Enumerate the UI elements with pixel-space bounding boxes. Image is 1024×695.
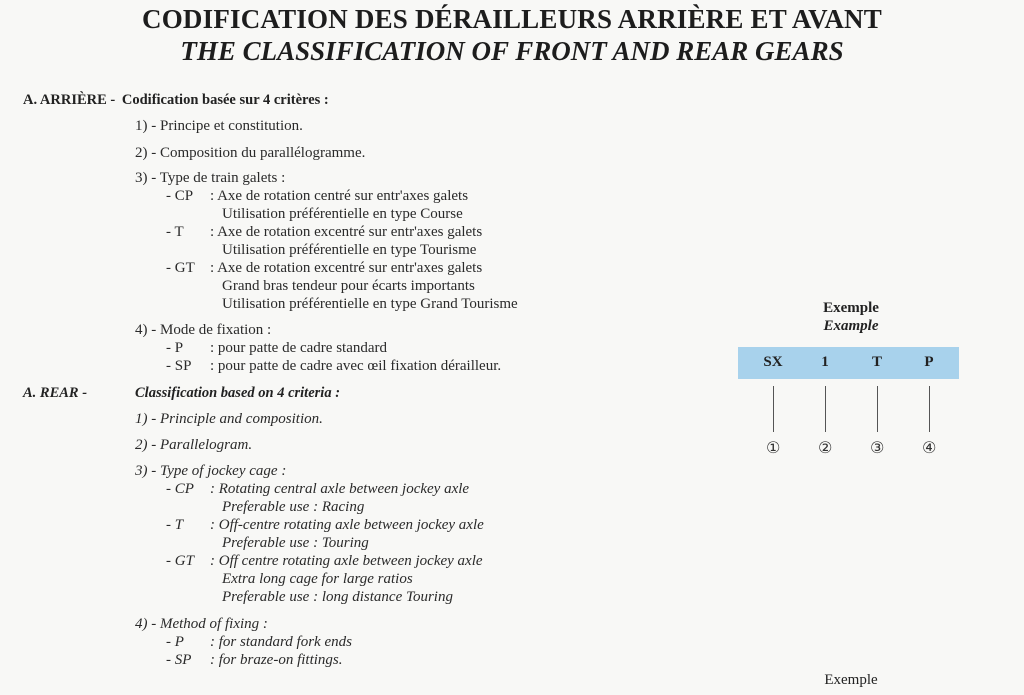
criterion-3-fr: 3) - Type de train galets : <box>135 170 286 186</box>
connector-line-1 <box>773 386 774 432</box>
cp-desc-2-fr: Utilisation préférentielle en type Course <box>222 206 463 222</box>
cp-desc-1-fr: : Axe de rotation centré sur entr'axes galets <box>210 188 469 204</box>
criterion-2-fr: 2) - Composition du parallélogramme. <box>135 145 366 161</box>
connector-line-4 <box>929 386 930 432</box>
criterion-4-fr: 4) - Mode de fixation : <box>135 322 272 338</box>
marker-3: ③ <box>870 438 885 457</box>
code-sp-fr: - SP <box>166 358 192 374</box>
example-code-1: 1 <box>821 354 829 370</box>
code-t-fr: - T <box>166 224 184 240</box>
code-sp-en: - SP <box>166 652 192 668</box>
section-text-fr: Codification basée sur 4 critères : <box>121 92 329 108</box>
marker-4: ④ <box>922 438 937 457</box>
criterion-2-en: 2) - Parallelogram. <box>135 437 253 453</box>
criterion-1-fr: 1) - Principe et constitution. <box>135 118 303 134</box>
gt-desc-3-fr: Utilisation préférentielle en type Grand Tourisme <box>222 296 518 312</box>
gt-desc-3-en: Preferable use : long distance Touring <box>222 589 453 605</box>
connector-line-3 <box>877 386 878 432</box>
gt-desc-1-en: : Off centre rotating axle between jockey axle <box>210 553 483 569</box>
cp-desc-1-en: : Rotating central axle between jockey axle <box>210 481 470 497</box>
gt-desc-1-fr: : Axe de rotation excentré sur entr'axes galets <box>210 260 483 276</box>
section-text-en: Classification based on 4 criteria : <box>135 385 341 401</box>
code-cp-en: - CP <box>166 481 194 497</box>
criterion-1-en: 1) - Principle and composition. <box>135 411 323 427</box>
criterion-3-en: 3) - Type of jockey cage : <box>135 463 287 479</box>
gt-desc-2-en: Extra long cage for large ratios <box>222 571 413 587</box>
code-t-en: - T <box>166 517 184 533</box>
t-desc-1-en: : Off-centre rotating axle between jockey axle <box>210 517 484 533</box>
marker-2: ② <box>818 438 833 457</box>
connector-line-2 <box>825 386 826 432</box>
page-title-fr: CODIFICATION DES DÉRAILLEURS ARRIÈRE ET AVANT <box>142 4 882 34</box>
code-p-en: - P <box>166 634 184 650</box>
example-code-p: P <box>924 354 934 370</box>
example-code-box <box>738 347 959 379</box>
example-code-t: T <box>871 354 882 370</box>
code-gt-en: - GT <box>166 553 194 569</box>
p-desc-fr: : pour patte de cadre standard <box>210 340 388 356</box>
t-desc-2-fr: Utilisation préférentielle en type Tourisme <box>222 242 477 258</box>
section-letter-en: A. REAR - <box>23 385 88 401</box>
t-desc-1-fr: : Axe de rotation excentré sur entr'axes galets <box>210 224 483 240</box>
marker-1: ① <box>766 438 781 457</box>
t-desc-2-en: Preferable use : Touring <box>222 535 369 551</box>
page-title-en: THE CLASSIFICATION OF FRONT AND REAR GEARS <box>180 36 844 66</box>
cp-desc-2-en: Preferable use : Racing <box>222 499 365 515</box>
example-label-en: Example <box>823 318 879 334</box>
gt-desc-2-fr: Grand bras tendeur pour écarts importants <box>222 278 475 294</box>
criterion-4-en: 4) - Method of fixing : <box>135 616 268 632</box>
code-cp-fr: - CP <box>166 188 194 204</box>
example-label-fr: Exemple <box>823 300 879 316</box>
section-heading-fr <box>23 92 329 109</box>
code-gt-fr: - GT <box>166 260 195 276</box>
section-letter-fr: A. ARRIÈRE - <box>23 92 116 108</box>
sp-desc-en: : for braze-on fittings. <box>210 652 343 668</box>
bottom-example-label: Exemple <box>824 672 878 688</box>
code-p-fr: - P <box>166 340 184 356</box>
sp-desc-fr: : pour patte de cadre avec œil fixation dérailleur. <box>210 358 502 374</box>
p-desc-en: : for standard fork ends <box>210 634 352 650</box>
example-code-sx: SX <box>763 354 783 370</box>
